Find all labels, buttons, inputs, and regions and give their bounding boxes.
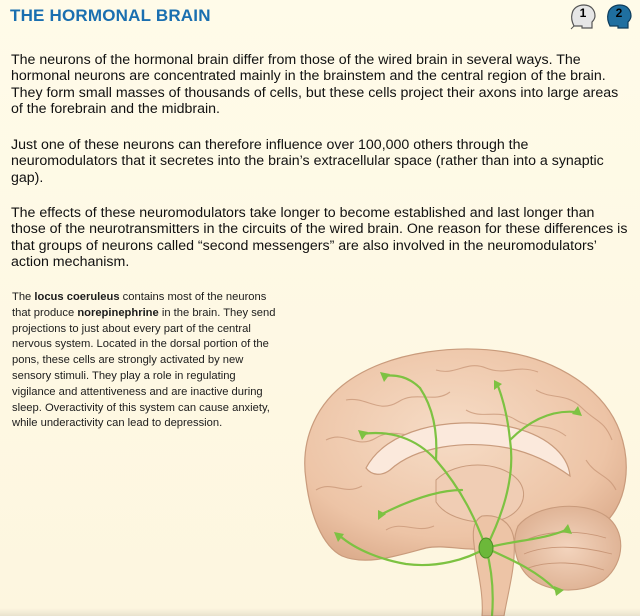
- level-2-label: 2: [615, 6, 623, 20]
- paragraph-1: The neurons of the hormonal brain differ from those of the wired brain in several ways. The hormonal neurons are concentrated mainly in the brainstem and the central region of the brain. They form small masses of thousands of cells, but these cells project their axons into large areas of the forebrain and the midbrain.: [11, 52, 619, 118]
- level-selector: [568, 2, 634, 32]
- caption-text: The: [12, 291, 35, 303]
- page-bottom-shadow: [0, 608, 640, 616]
- figure-caption: [12, 290, 280, 432]
- caption-text: in the brain. They send projections to just about every part of the central nervous system. Located in the dorsal portion of the pons, these cells are strongly activated by new sensory stimuli. They play a role in regulating vigilance and attentiveness and are inactive during sleep. Overactivity of this system can cause anxiety, while underactivity can lead to depression.: [12, 306, 276, 430]
- brain-sagittal-illustration: [286, 330, 640, 616]
- level-1-label: 1: [579, 6, 587, 20]
- caption-term-locus-coeruleus: locus coeruleus: [34, 291, 120, 303]
- cerebellum: [515, 506, 621, 590]
- brain-figure: [286, 330, 640, 616]
- paragraph-2: Just one of these neurons can therefore influence over 100,000 others through the neuromodulators that it secretes into the brain’s extracellular space (rather than into a synaptic gap).: [11, 137, 604, 186]
- paragraph-3: The effects of these neuromodulators take longer to become established and last longer than those of the neurotransmitters in the circuits of the wired brain. One reason for these differences is that groups of neurons called “second messengers” are also involved in the neuromodulators’ action mechanism.: [11, 205, 628, 271]
- caption-text: contains most of the neurons that produce: [12, 291, 267, 319]
- caption-term-norepinephrine: norepinephrine: [77, 306, 159, 319]
- level-1-button[interactable]: [568, 2, 598, 32]
- level-2-button[interactable]: [604, 2, 634, 32]
- page-title: THE HORMONAL BRAIN: [10, 6, 211, 25]
- locus-coeruleus: [479, 538, 493, 558]
